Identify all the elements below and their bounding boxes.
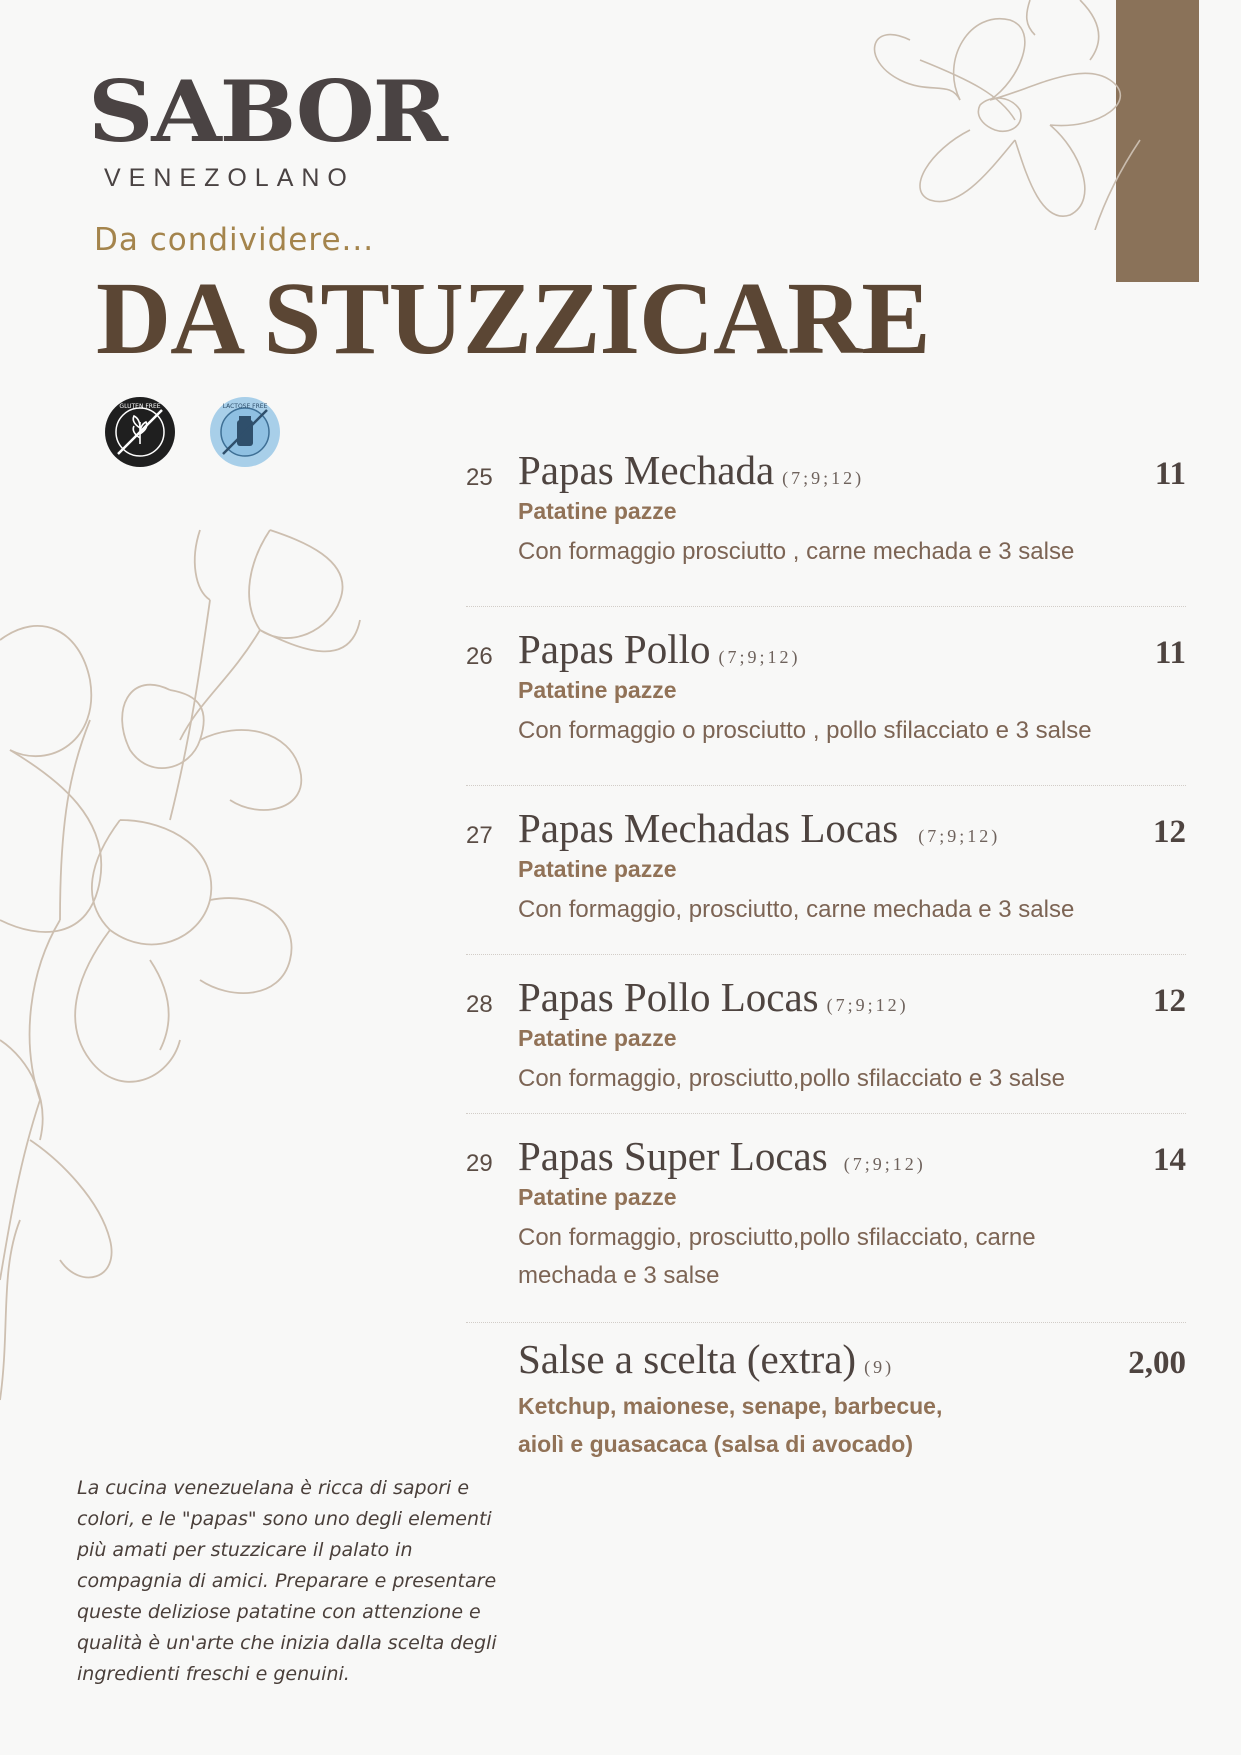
item-number: 26 — [466, 643, 493, 670]
item-subtitle: Patatine pazze — [518, 498, 677, 524]
item-description: Con formaggio o prosciutto , pollo sfilacciato e 3 salse — [518, 717, 1092, 744]
menu-item — [466, 625, 1186, 786]
menu-item — [466, 446, 1186, 607]
item-price: 12 — [1153, 983, 1186, 1019]
item-subtitle: Patatine pazze — [518, 1184, 677, 1210]
item-price: 14 — [1153, 1142, 1186, 1178]
orchid-illustration-top — [850, 0, 1180, 230]
menu-item — [466, 804, 1186, 955]
item-price: 12 — [1153, 814, 1186, 850]
item-description: Con formaggio, prosciutto,pollo sfilacciato e 3 salse — [518, 1065, 1065, 1092]
item-allergens: (7;9;12) — [826, 995, 909, 1015]
item-name: Papas Pollo — [518, 626, 711, 672]
item-name: Papas Mechada — [518, 447, 775, 493]
lactose-free-badge-label: LACTOSE FREE — [222, 403, 268, 410]
item-price: 11 — [1154, 456, 1186, 492]
item-description: Con formaggio, prosciutto,pollo sfilacciato, carne mechada e 3 salse — [518, 1224, 1036, 1289]
menu-item — [466, 1132, 1186, 1323]
menu-item — [466, 973, 1186, 1114]
orchid-illustration-left — [0, 520, 380, 1420]
item-description: Con formaggio, prosciutto, carne mechada e 3 salse — [518, 896, 1075, 923]
item-number: 28 — [466, 991, 493, 1018]
item-allergens: (7;9;12) — [782, 468, 865, 488]
item-name: Salse a scelta (extra) — [518, 1336, 857, 1382]
item-number: 25 — [466, 464, 493, 491]
item-subtitle: Patatine pazze — [518, 677, 677, 703]
item-allergens: (7;9;12) — [843, 1154, 926, 1174]
item-allergens: (7;9;12) — [918, 826, 1001, 846]
section-kicker: Da condividere... — [94, 222, 375, 258]
gluten-free-badge — [104, 396, 176, 468]
item-name: Papas Mechadas Locas — [518, 805, 899, 851]
restaurant-logo — [88, 62, 446, 193]
logo-subtitle: VENEZOLANO — [104, 164, 355, 192]
item-description: Con formaggio prosciutto , carne mechada e 3 salse — [518, 538, 1075, 565]
item-name: Papas Pollo Locas — [518, 974, 819, 1020]
item-number: 27 — [466, 822, 493, 849]
gluten-free-badge-label: GLUTEN FREE — [119, 403, 161, 410]
item-allergens: (9) — [864, 1357, 895, 1377]
sauce-list-line: aiolì e guasacaca (salsa di avocado) — [518, 1431, 914, 1457]
lactose-free-badge — [209, 396, 281, 468]
item-allergens: (7;9;12) — [718, 647, 801, 667]
item-subtitle: Patatine pazze — [518, 856, 677, 882]
item-number: 29 — [466, 1150, 493, 1177]
dietary-badges — [104, 396, 281, 468]
section-title: DA STUZZICARE — [96, 261, 930, 376]
menu-items — [466, 446, 1186, 1485]
item-price: 2,00 — [1128, 1345, 1186, 1381]
footer-note: La cucina venezuelana è ricca di sapori e colori, e le "papas" sono uno degli elementi più amati per stuzzicare il palato in compagnia di amici. Preparare e presentare queste deliziose patatine con attenzione e qualità è un'arte che inizia dalla scelta degli ingredienti freschi e genuini. — [77, 1477, 497, 1685]
sauce-list-line: Ketchup, maionese, senape, barbecue, — [518, 1393, 943, 1419]
menu-item-extra — [466, 1335, 1186, 1485]
item-name: Papas Super Locas — [518, 1133, 828, 1179]
item-price: 11 — [1154, 635, 1186, 671]
item-subtitle: Patatine pazze — [518, 1025, 677, 1051]
logo-wordmark: SABOR — [88, 62, 446, 161]
